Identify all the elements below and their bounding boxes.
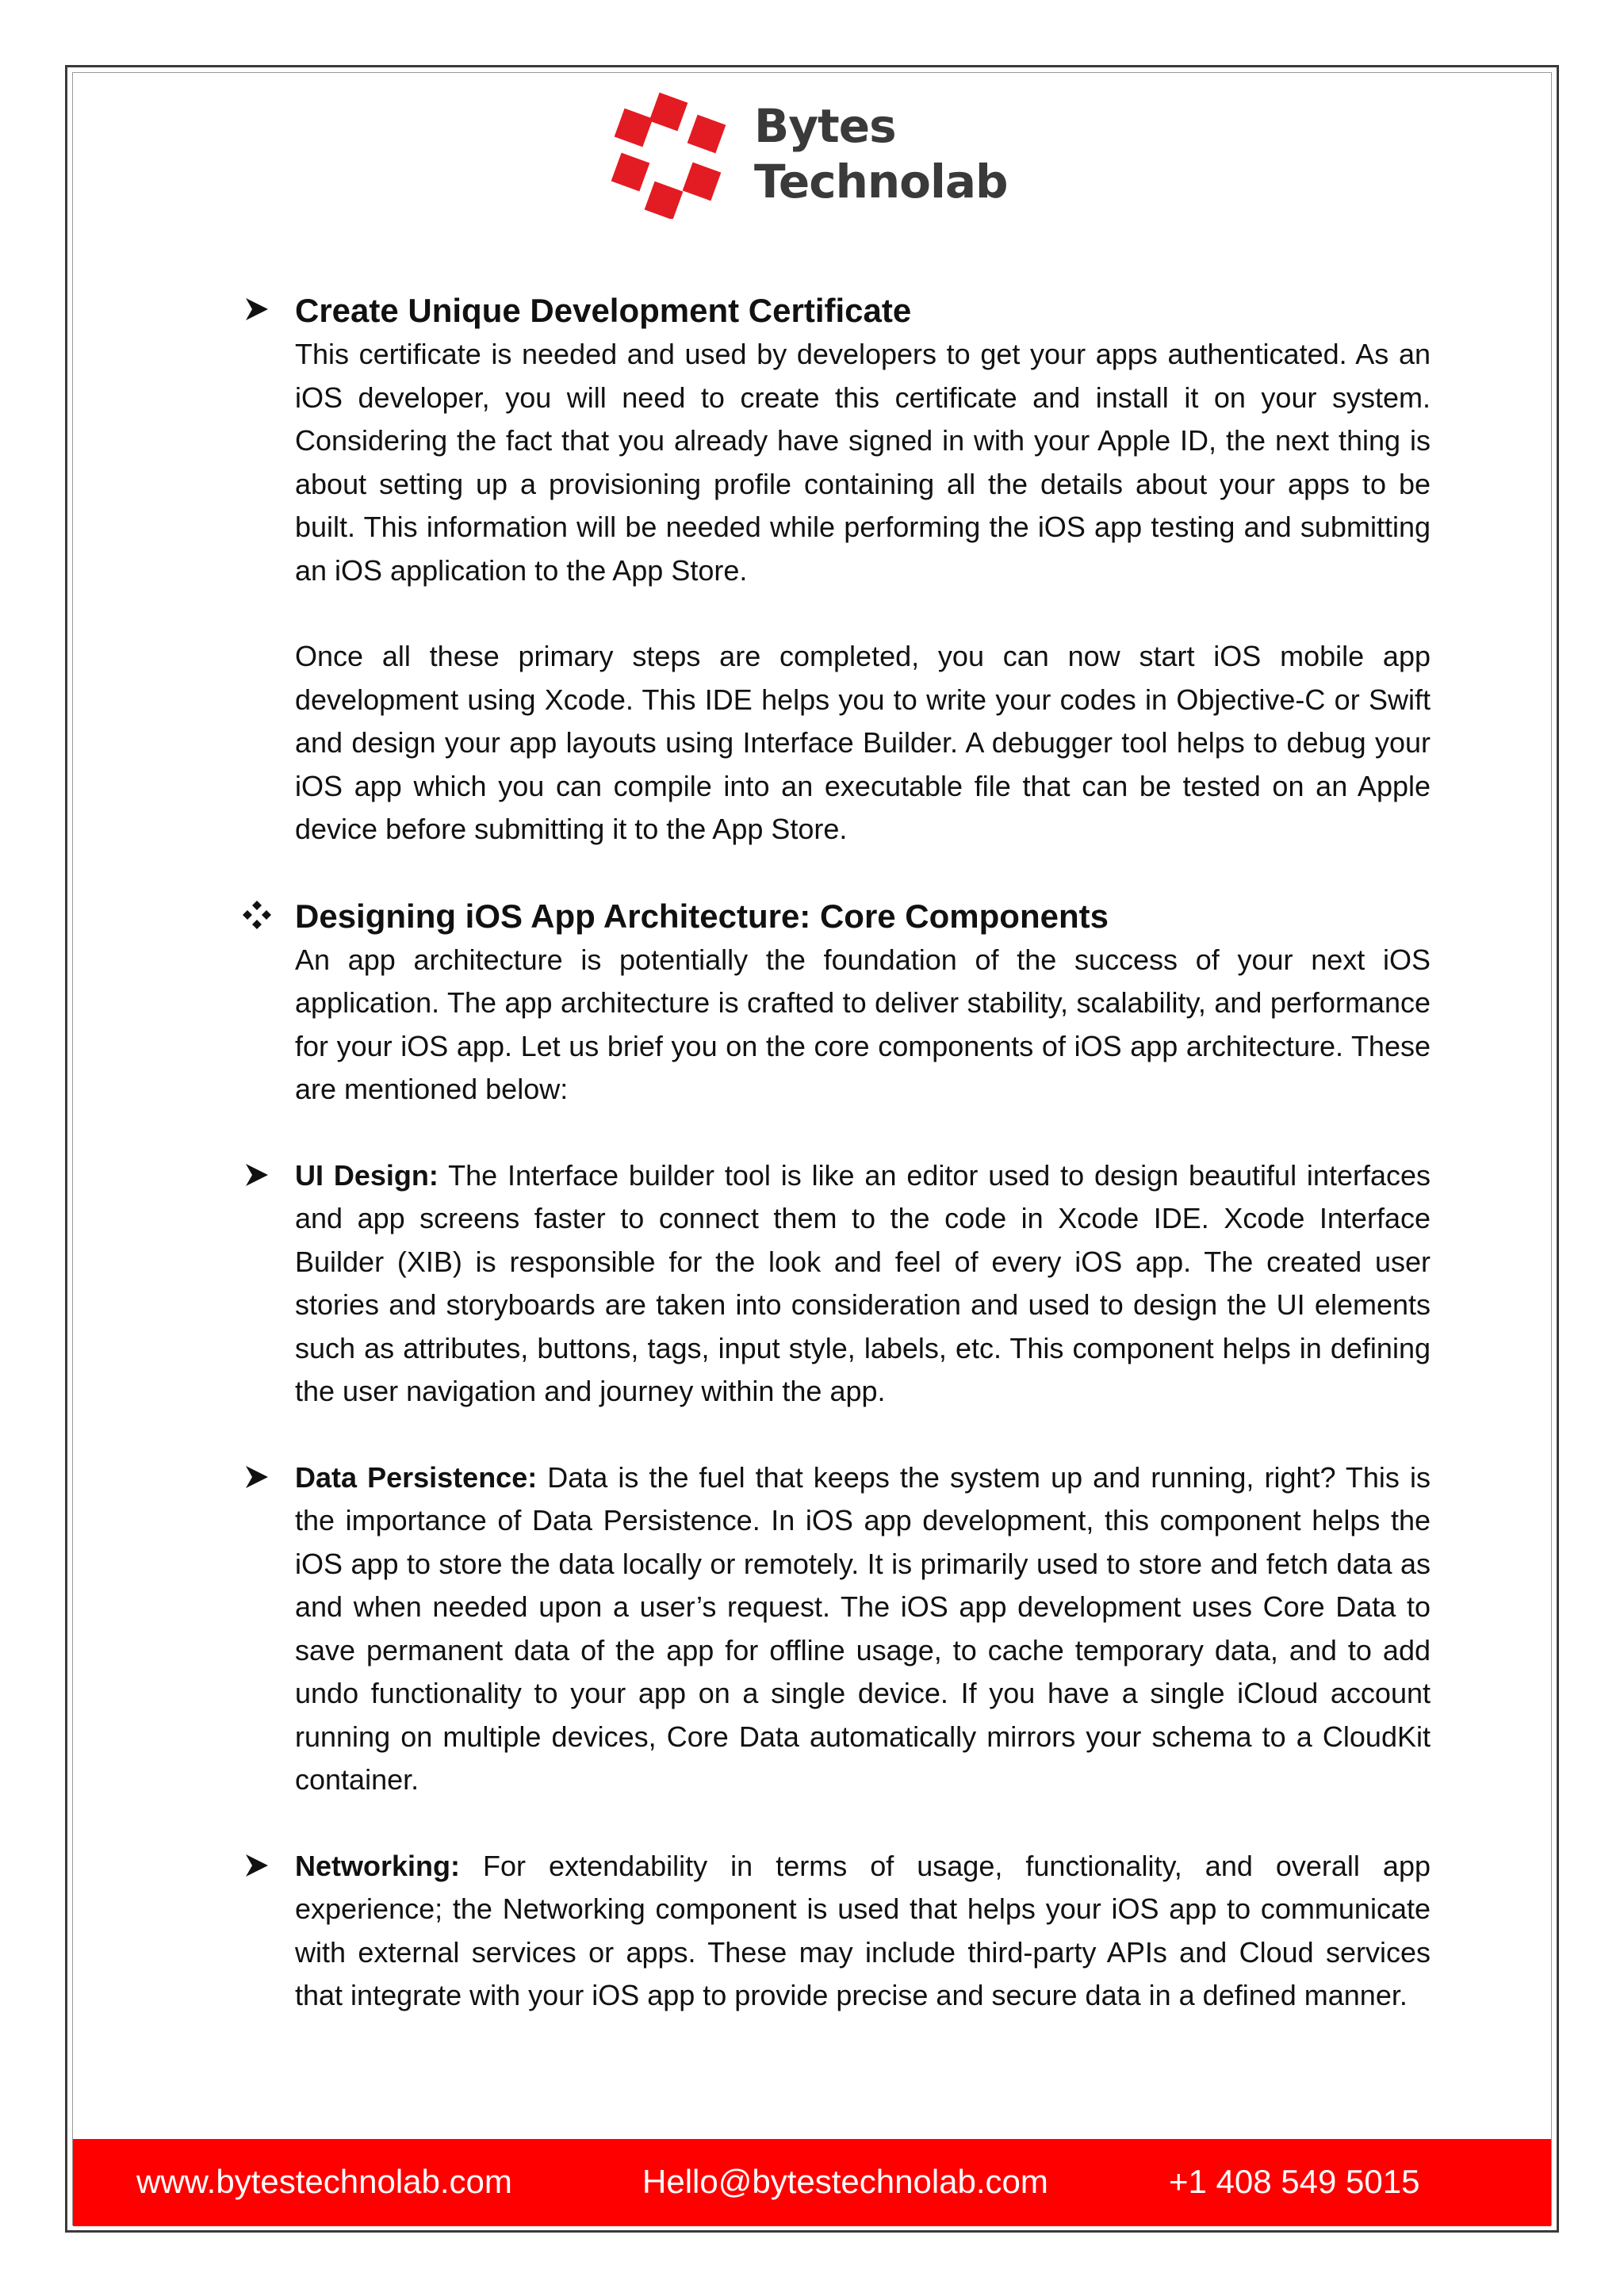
- section-heading: Designing iOS App Architecture: Core Components: [295, 897, 1109, 935]
- diamond-bullet-icon: [241, 899, 273, 931]
- component-label: Data Persistence:: [295, 1460, 538, 1494]
- brand-name-line2: Technolab: [754, 155, 1008, 209]
- component-text: The Interface builder tool is like an editor used to design beautiful interfaces and app screens faster to connect them to the code in Xcode IDE. Xcode Interface Builder (XIB) is responsible for the look and feel of every iOS app. The created user stories and storyboards are taken into consideration and used to design the UI elements such as attributes, buttons, tags, input style, labels, etc. This component helps in defining the user navigation and journey within the app.: [295, 1158, 1431, 1407]
- component-networking: [241, 1845, 1431, 2018]
- arrowhead-bullet-icon: [241, 1850, 273, 1881]
- footer-phone[interactable]: +1 408 549 5015: [1169, 2163, 1420, 2200]
- component-label: UI Design:: [295, 1158, 439, 1192]
- component-text: For extendability in terms of usage, functionality, and overall app experience; the Networking component is used that helps your iOS app to communicate with external services or apps. These may include third-party APIs and Cloud services that integrate with your iOS app to provide precise and secure data in a defined manner.: [295, 1849, 1431, 2011]
- footer-email-link[interactable]: Hello@bytestechnolab.com: [642, 2163, 1048, 2200]
- section-heading: Create Unique Development Certificate: [295, 292, 912, 329]
- component-paragraph: [295, 1456, 1431, 1802]
- section-paragraph: This certificate is needed and used by developers to get your apps authenticated. As an iOS developer, you will need to create this certificate and install it on your system. Considering the fact that you already have signed in with your Apple ID, the next thing is about setting up a provisioning profile containing all the details about your apps to be built. This information will be needed while performing the iOS app testing and submitting an iOS application to the App Store.: [295, 338, 1431, 587]
- component-paragraph: [295, 1845, 1431, 2018]
- section-architecture: [241, 894, 1431, 1112]
- component-label: Networking:: [295, 1849, 461, 1882]
- arrowhead-bullet-icon: [241, 293, 273, 325]
- logo-mark-icon: [607, 92, 734, 219]
- brand-logo: [607, 92, 1020, 219]
- arrowhead-bullet-icon: [241, 1461, 273, 1493]
- section-paragraph: Once all these primary steps are completed, you can now start iOS mobile app development using Xcode. This IDE helps you to write your codes in Objective-C or Swift and design your app layouts using Interface Builder. A debugger tool helps to debug your iOS app which you can compile into an executable file that can be tested on an Apple device before submitting it to the App Store.: [295, 640, 1431, 845]
- document-content: [241, 289, 1431, 2018]
- component-text: Data is the fuel that keeps the system up and running, right? This is the importance of Data Persistence. In iOS app development, this component helps the iOS app to store the data locally or remotely. It is primarily used to store and fetch data as and when needed upon a user’s request. The iOS app development uses Core Data to save permanent data of the app for offline usage, to cache temporary data, and to add undo functionality to your app on a single device. If you have a single iCloud account running on multiple devices, Core Data automatically mirrors your schema to a CloudKit container.: [295, 1460, 1431, 1796]
- arrowhead-bullet-icon: [241, 1159, 273, 1191]
- component-paragraph: [295, 1154, 1431, 1414]
- contact-footer: [73, 2139, 1551, 2226]
- brand-name-line1: Bytes: [754, 99, 896, 153]
- brand-name: [754, 98, 1008, 209]
- component-ui-design: [241, 1154, 1431, 1414]
- footer-website-link[interactable]: www.bytestechnolab.com: [136, 2163, 512, 2200]
- section-certificate: [241, 289, 1431, 851]
- section-paragraph: An app architecture is potentially the foundation of the success of your next iOS application. The app architecture is crafted to deliver stability, scalability, and performance for your iOS app. Let us brief you on the core components of iOS app architecture. These are mentioned below:: [295, 943, 1431, 1105]
- component-data-persistence: [241, 1456, 1431, 1802]
